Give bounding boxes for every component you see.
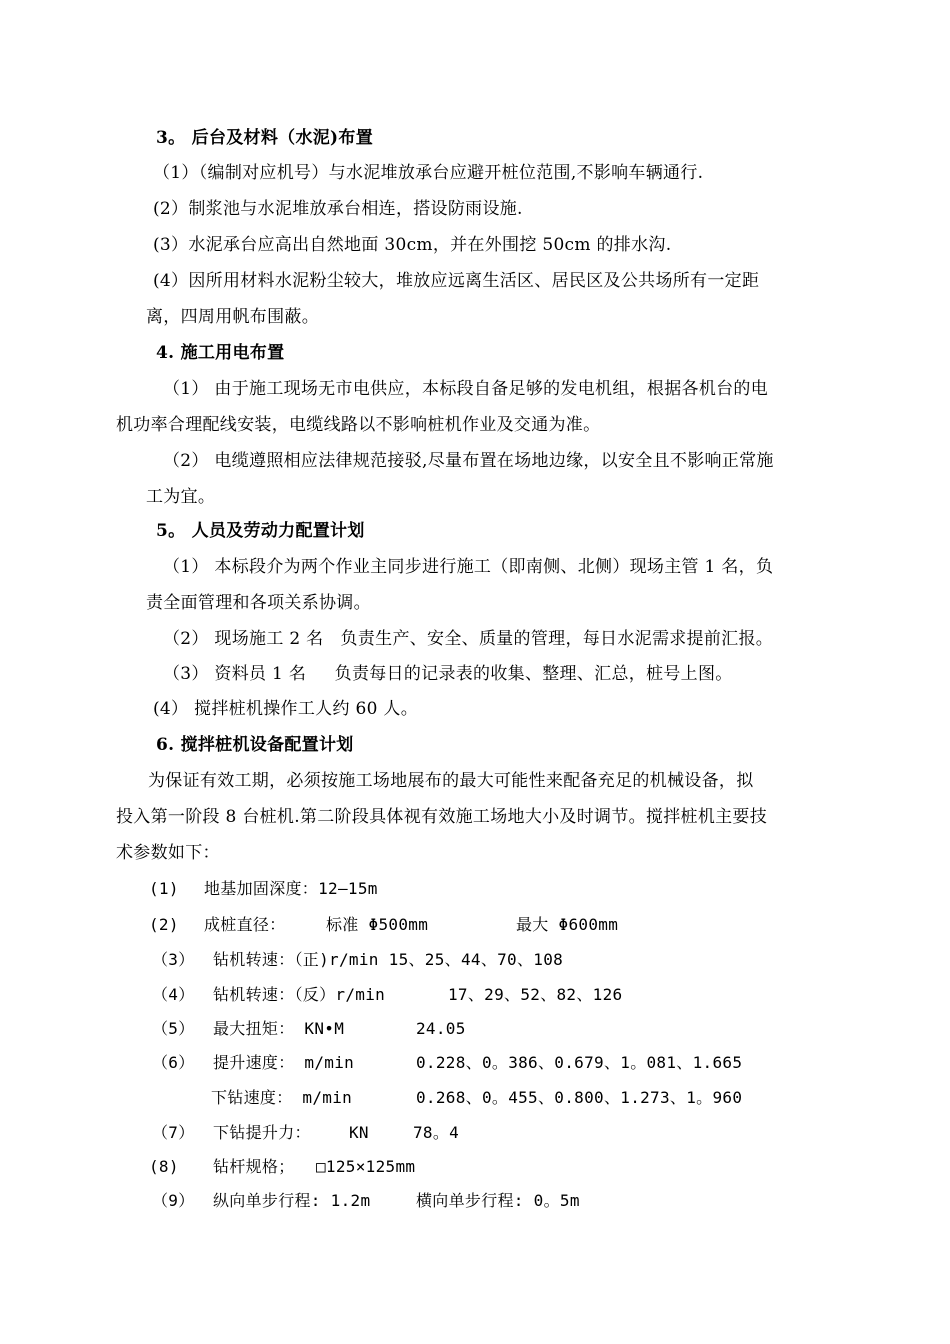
param-9-longitudinal: 纵向单步行程: 1.2m — [213, 1191, 371, 1210]
section-3-item-4-line-1: (4）因所用材料水泥粉尘较大，堆放应远离生活区、居民区及公共场所有一定距 — [153, 271, 760, 291]
param-row-3 — [0, 948, 950, 972]
param-4-number: （4） — [152, 985, 195, 1004]
section-6-heading: 6. 搅拌桩机设备配置计划 — [156, 735, 354, 755]
section-6-intro-line-2: 投入第一阶段 8 台桩机.第二阶段具体视有效施工场地大小及时调节。搅拌桩机主要技 — [116, 807, 768, 827]
section-5-item-4: (4） 搅拌桩机操作工人约 60 人。 — [153, 699, 418, 719]
param-9-number: （9） — [152, 1191, 195, 1210]
param-1-label: 地基加固深度：12—15m — [204, 879, 378, 898]
param-2-number: (2) — [149, 915, 179, 934]
param-row-4 — [0, 983, 950, 1007]
param-row-7 — [0, 1121, 950, 1145]
section-4-heading: 4. 施工用电布置 — [156, 343, 285, 363]
param-5-value: 24.05 — [416, 1019, 466, 1038]
param-5-number: （5） — [152, 1019, 195, 1038]
section-5-item-2: （2） 现场施工 2 名 负责生产、安全、质量的管理，每日水泥需求提前汇报。 — [163, 629, 774, 649]
section-4-item-2-line-2: 工为宜。 — [146, 487, 216, 507]
section-3-item-4-line-2: 离，四周用帆布围蔽。 — [146, 307, 319, 327]
param-3-label: 钻机转速：（正)r/min 15、25、44、70、108 — [213, 950, 564, 969]
param-6-label: 提升速度： m/min — [213, 1053, 355, 1072]
param-row-6b — [0, 1086, 950, 1110]
param-7-label: 下钻提升力： — [213, 1123, 311, 1142]
section-6-intro-line-3: 术参数如下： — [116, 843, 220, 863]
param-3-number: （3） — [152, 950, 195, 969]
section-3-heading: 3。 后台及材料（水泥)布置 — [156, 128, 373, 148]
param-row-8 — [0, 1155, 950, 1179]
section-3-item-3: (3）水泥承台应高出自然地面 30cm，并在外围挖 50cm 的排水沟. — [153, 235, 672, 255]
section-5-heading: 5。 人员及劳动力配置计划 — [156, 521, 365, 541]
section-5-item-1-line-2: 责全面管理和各项关系协调。 — [146, 593, 371, 613]
section-6-intro-line-1: 为保证有效工期，必须按施工场地展布的最大可能性来配备充足的机械设备，拟 — [148, 771, 754, 791]
param-row-9 — [0, 1189, 950, 1213]
section-3-item-1: （1）（编制对应机号）与水泥堆放承台应避开桩位范围,不影响车辆通行. — [153, 163, 704, 183]
param-9-transverse: 横向单步行程: 0。5m — [416, 1191, 580, 1210]
section-3-item-2: (2）制浆池与水泥堆放承台相连，搭设防雨设施. — [153, 199, 523, 219]
section-4-item-2-line-1: （2） 电缆遵照相应法律规范接驳,尽量布置在场地边缘，以安全且不影响正常施 — [163, 451, 774, 471]
param-7-unit: KN — [349, 1123, 369, 1142]
param-6-values: 0.228、0。386、0.679、1。081、1.665 — [416, 1053, 743, 1072]
param-row-6 — [0, 1051, 950, 1075]
section-5-item-1-line-1: （1） 本标段介为两个作业主同步进行施工（即南侧、北侧）现场主管 1 名，负 — [163, 557, 774, 577]
param-6-number: （6） — [152, 1053, 195, 1072]
param-row-2 — [0, 913, 950, 937]
param-2-standard: 标准 Φ500mm — [326, 915, 429, 934]
param-8-number: (8) — [149, 1157, 179, 1176]
param-7-number: （7） — [152, 1123, 195, 1142]
param-5-label: 最大扭矩： KN•M — [213, 1019, 345, 1038]
param-2-max: 最大 Φ600mm — [516, 915, 619, 934]
section-4-item-1-line-2: 机功率合理配线安装，电缆线路以不影响桩机作业及交通为准。 — [116, 415, 601, 435]
param-8-label: 钻杆规格； — [213, 1157, 295, 1176]
param-7-value: 78。4 — [413, 1123, 460, 1142]
param-8-value: □125×125mm — [316, 1157, 416, 1176]
section-4-item-1-line-1: （1） 由于施工现场无市电供应，本标段自备足够的发电机组，根据各机台的电 — [163, 379, 769, 399]
param-4-label: 钻机转速：（反）r/min — [213, 985, 386, 1004]
param-6b-values: 0.268、0。455、0.800、1.273、1。960 — [416, 1088, 743, 1107]
section-5-item-3: （3） 资料员 1 名 负责每日的记录表的收集、整理、汇总，桩号上图。 — [163, 664, 733, 684]
param-row-1 — [0, 877, 950, 901]
param-row-5 — [0, 1017, 950, 1041]
param-1-number: (1) — [149, 879, 179, 898]
param-6b-label: 下钻速度： m/min — [211, 1088, 353, 1107]
param-4-values: 17、29、52、82、126 — [448, 985, 623, 1004]
param-2-label: 成桩直径： — [204, 915, 286, 934]
